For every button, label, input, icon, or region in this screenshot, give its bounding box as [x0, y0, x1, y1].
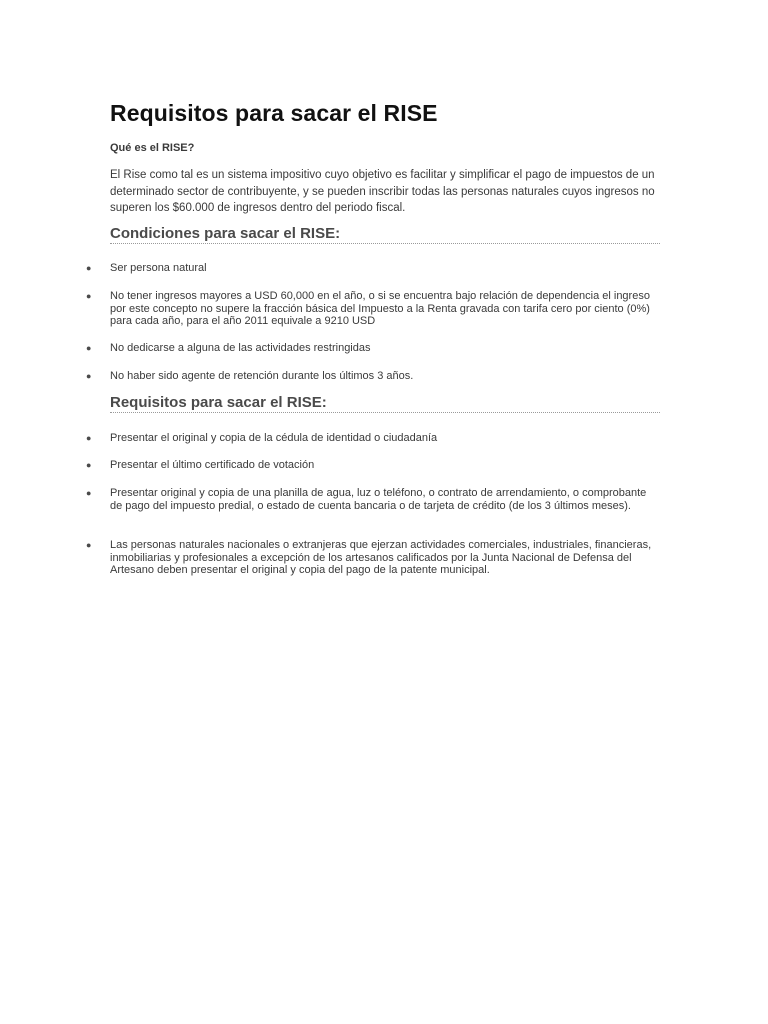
list-item-text: Ser persona natural	[110, 262, 207, 274]
list-item-text: No tener ingresos mayores a USD 60,000 en el año, o si se encuentra bajo relación de dependencia el ingreso por este concepto no supere la fracción básica del Impuesto a la Renta gravada con tarifa cero por ciento (0%) para cada año, para el año 2011 equivale a 9210 USD	[110, 290, 650, 328]
bullet-icon: ●	[86, 540, 92, 550]
list-item-text: Presentar original y copia de una planilla de agua, luz o teléfono, o contrato de arrendamiento, o comprobante de pago del impuesto predial, o estado de cuenta bancaria o de tarjeta de crédito (de los 3 últimos meses).	[110, 487, 647, 512]
list-item-text: Las personas naturales nacionales o extranjeras que ejerzan actividades comerciales, industriales, financieras, inmobiliarias y profesionales a excepción de los artesanos calificados por la Junta Nacional de Defensa del Artesano deben presentar el original y copia del pago de la patente municipal.	[110, 539, 652, 577]
list-item-text: Presentar el original y copia de la cédula de identidad o ciudadanía	[110, 432, 438, 444]
conditions-heading: Condiciones para sacar el RISE:	[110, 225, 660, 244]
bullet-icon: ●	[86, 460, 92, 470]
intro-paragraph: El Rise como tal es un sistema impositivo cuyo objetivo es facilitar y simplificar el pago de impuestos de un determinado sector de contribuyente, y se pueden inscribir todas las personas naturales cuyos ingresos no superen los $60.000 de ingresos dentro del periodo fiscal.	[110, 169, 655, 214]
page-title: Requisitos para sacar el RISE	[110, 100, 438, 126]
list-item-text: No haber sido agente de retención durante los últimos 3 años.	[110, 370, 414, 382]
bullet-icon: ●	[86, 291, 92, 301]
bullet-icon: ●	[86, 488, 92, 498]
requirements-heading: Requisitos para sacar el RISE:	[110, 394, 660, 413]
bullet-icon: ●	[86, 433, 92, 443]
bullet-icon: ●	[86, 371, 92, 381]
list-item-text: No dedicarse a alguna de las actividades restringidas	[110, 342, 371, 354]
bullet-icon: ●	[86, 263, 92, 273]
intro-subtitle: Qué es el RISE?	[110, 142, 195, 154]
list-item-text: Presentar el último certificado de votación	[110, 459, 315, 471]
bullet-icon: ●	[86, 343, 92, 353]
